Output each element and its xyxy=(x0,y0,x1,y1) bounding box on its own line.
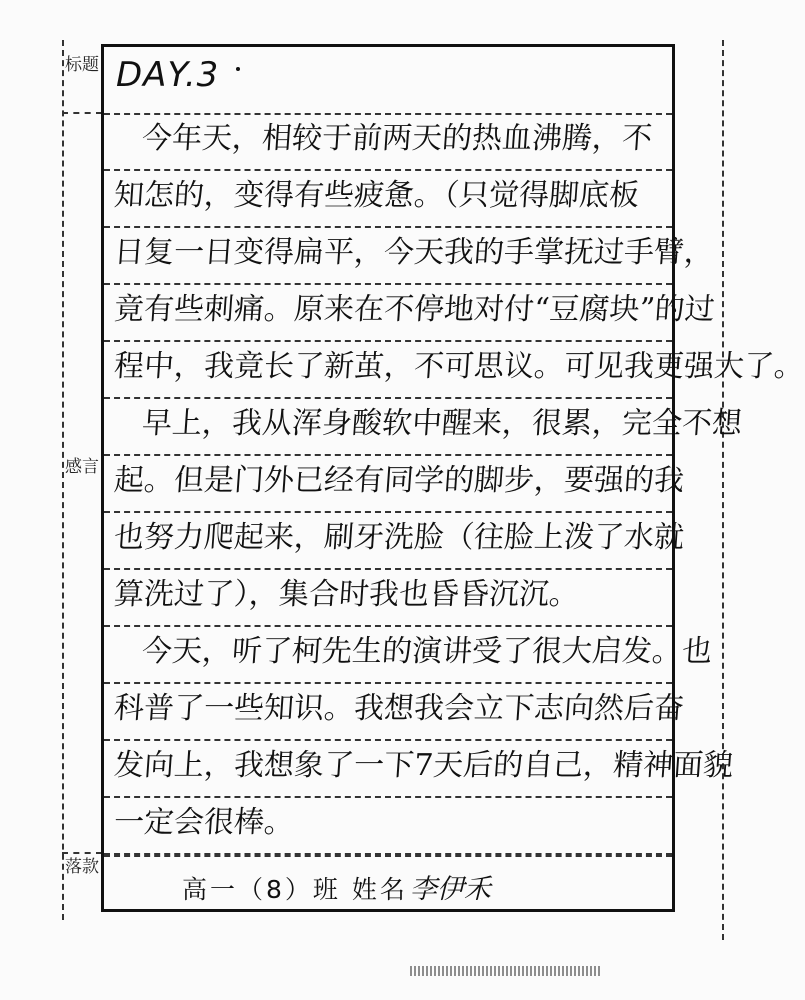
ruled-line xyxy=(104,169,672,171)
ruled-line xyxy=(104,113,672,115)
body-line: 今天，听了柯先生的演讲受了很大启发。也 xyxy=(140,634,714,669)
label-reflection: 感言 xyxy=(65,457,99,477)
body-line: 程中，我竟长了新茧，不可思议。可见我更强大了。 xyxy=(112,349,805,384)
label-column xyxy=(62,44,102,912)
body-line: 也努力爬起来，刷牙洗脸（往脸上泼了水就 xyxy=(112,520,686,555)
body-line: 起。但是门外已经有同学的脚步，要强的我 xyxy=(112,463,686,498)
ruled-line xyxy=(104,739,672,741)
ruled-line xyxy=(104,625,672,627)
label-separator xyxy=(62,112,102,114)
body-line: 一定会很棒。 xyxy=(112,805,296,840)
label-title: 标题 xyxy=(65,55,99,75)
right-binding-line xyxy=(722,40,724,940)
ruled-line xyxy=(104,855,672,857)
signature-line xyxy=(182,867,491,906)
ruled-line xyxy=(104,682,672,684)
ruled-line xyxy=(104,511,672,513)
body-line: 今年天，相较于前两天的热血沸腾，不 xyxy=(140,121,654,156)
body-line: 科普了一些知识。我想我会立下志向然后奋 xyxy=(112,691,686,726)
body-line: 算洗过了），集合时我也昏昏沉沉。 xyxy=(112,577,581,612)
body-line: 日复一日变得扁平，今天我的手掌抚过手臂， xyxy=(112,235,716,270)
ink-dot xyxy=(236,67,240,71)
journal-box xyxy=(101,44,805,912)
ruled-line xyxy=(104,340,672,342)
journal-title: DAY.3 xyxy=(116,55,220,95)
label-signature: 落款 xyxy=(65,857,99,877)
name-label: 姓名 xyxy=(351,875,408,904)
student-name: 李伊禾 xyxy=(409,874,491,905)
scan-artifact xyxy=(410,966,600,976)
class-label: 高一（8）班 xyxy=(182,875,341,904)
body-line: 竟有些刺痛。原来在不停地对付“豆腐块”的过 xyxy=(112,292,716,327)
ruled-line xyxy=(104,796,672,798)
body-line: 知怎的，变得有些疲惫。（只觉得脚底板 xyxy=(112,178,641,213)
ruled-line xyxy=(104,397,672,399)
ruled-line xyxy=(104,454,672,456)
body-line: 早上，我从浑身酸软中醒来，很累，完全不想 xyxy=(140,406,744,441)
ruled-line xyxy=(104,283,672,285)
ruled-line xyxy=(104,226,672,228)
label-separator xyxy=(62,852,102,854)
ruled-line xyxy=(104,568,672,570)
body-line: 发向上，我想象了一下7天后的自己，精神面貌 xyxy=(112,748,735,783)
